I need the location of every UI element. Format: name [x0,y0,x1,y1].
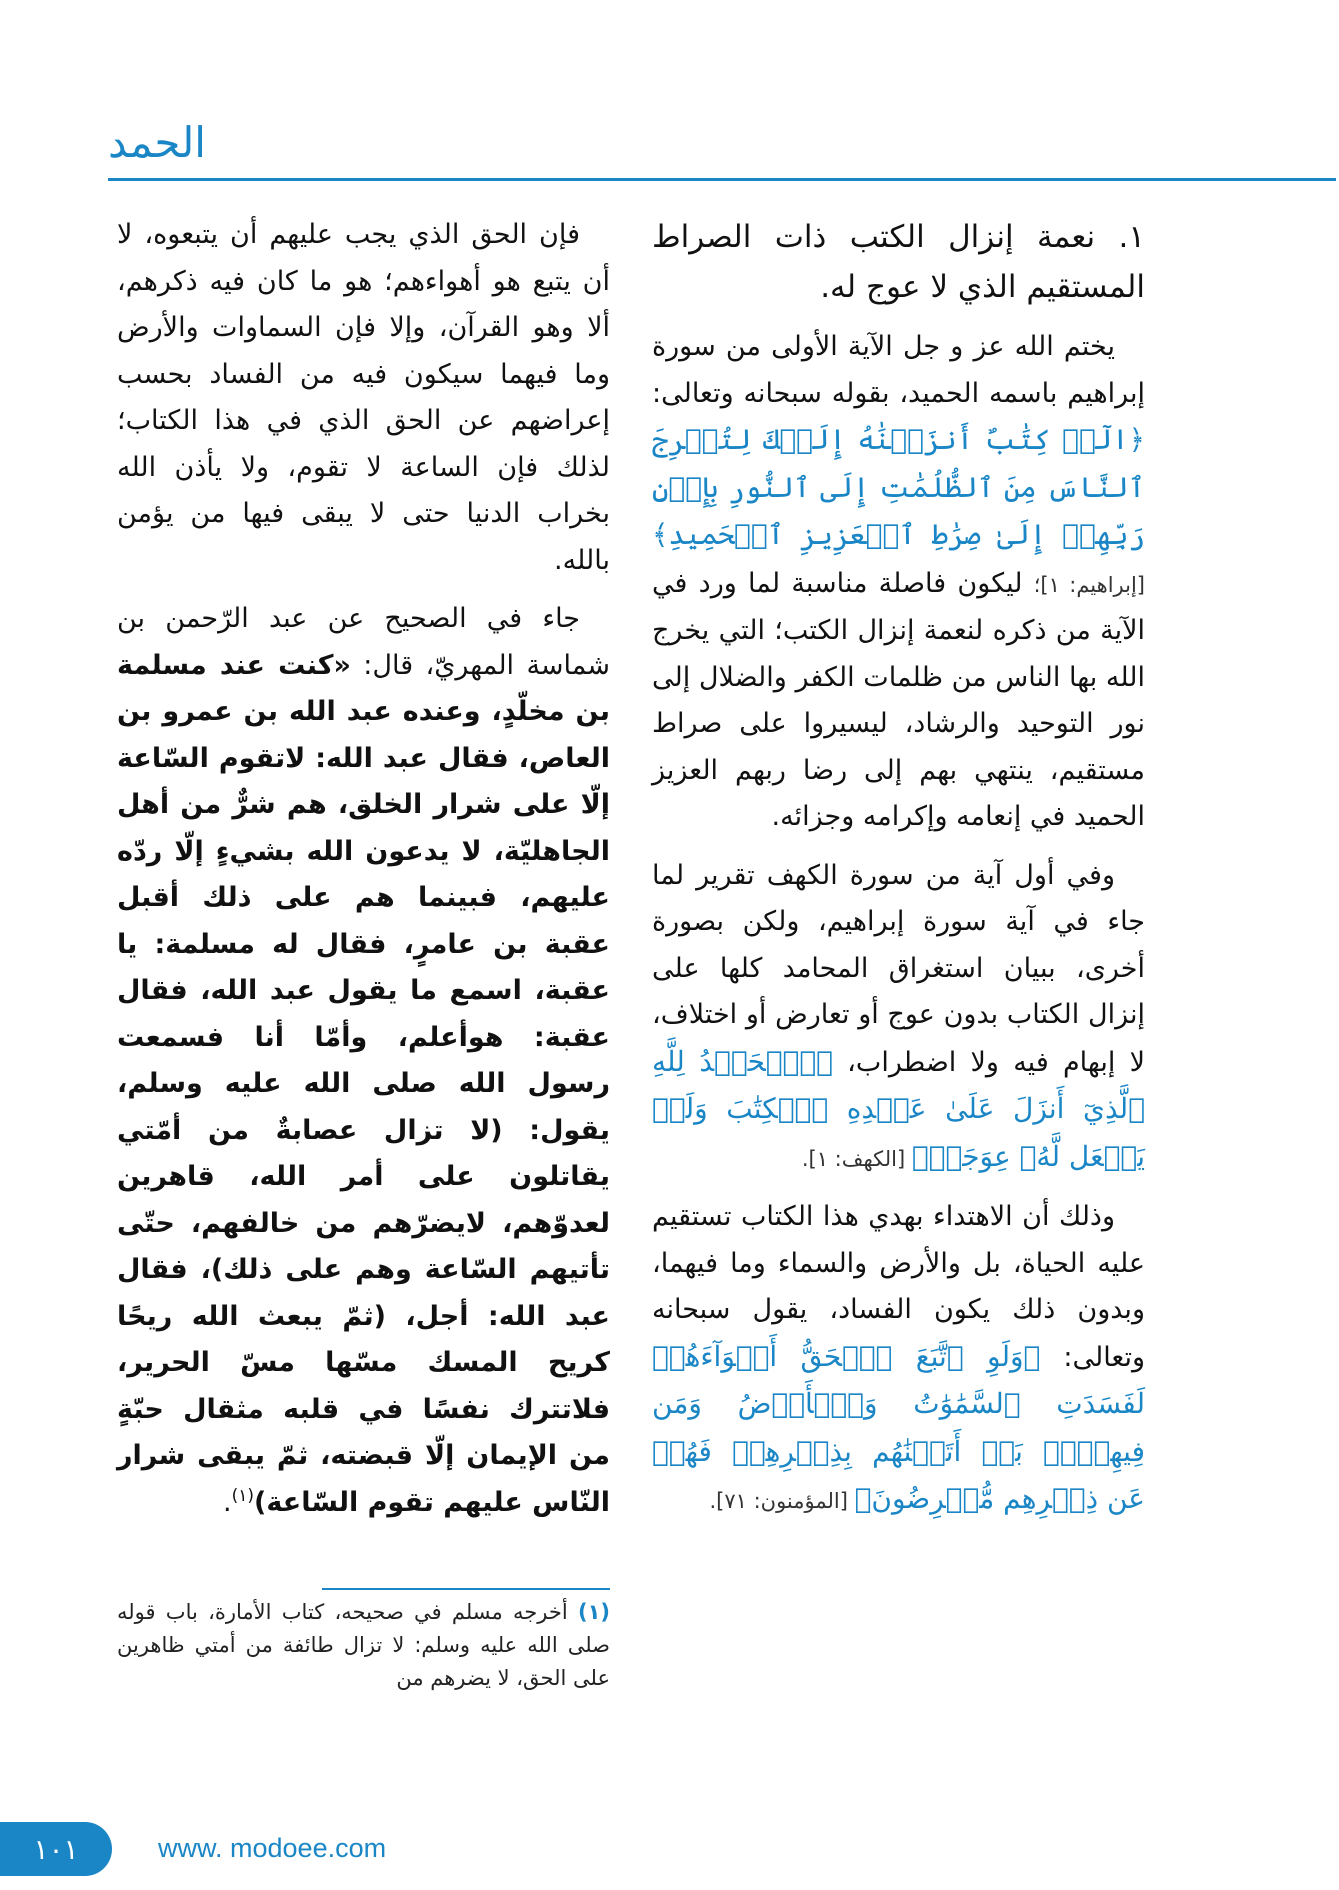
footnote-marker[interactable]: (١) [231,1485,255,1506]
paragraph-1 [652,324,1145,841]
page-number-badge [0,1822,112,1876]
footnote-rule [322,1588,610,1590]
right-column [652,212,1145,1537]
quran-verse-ibrahim: ﴿الٓرۚ كِتَٰبٌ أَنزَلۡنَٰهُ إِلَيۡكَ لِتُخۡرِجَ ٱلنَّاسَ مِنَ ٱلظُّلُمَٰتِ إِلَى ٱلنُّورِ بِإِذۡنِ رَبِّهِمۡ إِلَىٰ صِرَٰطِ ٱلۡعَزِيزِ ٱلۡحَمِيدِ﴾ [652,423,1145,551]
section-heading: ١. نعمة إنزال الكتب ذات الصراط المستقيم الذي لا عوج له. [652,219,1145,305]
paragraph-3 [652,1194,1145,1525]
paragraph-3-text: وذلك أن الاهتداء بهدي هذا الكتاب تستقيم عليه الحياة، بل والأرض والسماء وما فيهما، وبدون ذلك يكون الفساد، يقول سبحانه وتعالى: [652,1201,1145,1373]
paragraph-4: فإن الحق الذي يجب عليهم أن يتبعوه، لا أن يتبع هو أهواءهم؛ هو ما كان فيه ذكرهم، ألا وهو القرآن، وإلا فإن السماوات والأرض وما فيهما سيكون فيه من الفساد بحسب إعراضهم عن الحق الذي في هذا الكتاب؛ لذلك فإن الساعة لا تقوم، ولا يأذن الله بخراب الدنيا حتى لا يبقى فيها من يؤمن بالله. [117,219,610,576]
quran-verse-muminun: ﴿وَلَوِ ٱتَّبَعَ ٱلۡحَقُّ أَهۡوَآءَهُمۡ لَفَسَدَتِ ٱلسَّمَٰوَٰتُ وَٱلۡأَرۡضُ وَمَن فِيهِنَّۚ بَلۡ أَتَيۡنَٰهُم بِذِكۡرِهِمۡ فَهُمۡ عَن ذِكۡرِهِم مُّعۡرِضُونَ﴾ [652,1339,1145,1515]
paragraph-2-text: وفي أول آية من سورة الكهف تقرير لما جاء في آية سورة إبراهيم، ولكن بصورة أخرى، ببيان استغراق المحامد كلها على إنزال الكتاب بدون عوج أو تعارض أو اختلاف، لا إبهام فيه ولا اضطراب، [652,859,1145,1078]
hadith-text: «كنت عند مسلمة بن مخلّدٍ، وعنده عبد الله بن عمرو بن العاص، فقال عبد الله: لاتقوم السّاعة إلّا على شرار الخلق، هم شرٌّ من أهل الجاهليّة، لا يدعون الله بشيءٍ إلّا ردّه عليهم، فبينما هم على ذلك أقبل عقبة بن عامرٍ، فقال له مسلمة: يا عقبة، اسمع ما يقول عبد الله، فقال عقبة: هوأعلم، وأمّا أنا فسمعت رسول الله صلى الله عليه وسلم، يقول: (لا تزال عصابةٌ من أمّتي يقاتلون على أمر الله، قاهرين لعدوّهم، لايضرّهم من خالفهم، حتّى تأتيهم السّاعة وهم على ذلك)، فقال عبد الله: أجل، (ثمّ يبعث الله ريحًا كريح المسك مسّها مسّ الحرير، فلاتترك نفسًا في قلبه مثقال حبّةٍ من الإيمان إلّا قبضته، ثمّ يبقى شرار النّاس عليهم تقوم السّاعة) [117,649,610,1518]
page-number: ١٠١ [33,1832,79,1866]
website-link[interactable]: www. modoee.com [158,1833,387,1863]
paragraph-5-end: . [223,1486,232,1518]
quran-verse-kahf: ﴿ٱلۡحَمۡدُ لِلَّهِ ٱلَّذِيٓ أَنزَلَ عَلَىٰ عَبۡدِهِ ٱلۡكِتَٰبَ وَلَمۡ يَجۡعَل لَّهُۥ عِوَجَاۜ﴾ [652,1044,1145,1173]
verse-reference-muminun: [المؤمنون: ٧١]. [709,1489,855,1513]
footnote-number: (١) [577,1600,610,1624]
paragraph-5-intro: جاء في الصحيح عن عبد الرّحمن بن شماسة المهريّ، قال: [117,603,610,681]
header-rule [108,178,1336,181]
verse-reference-kahf: [الكهف: ١]. [801,1146,912,1171]
footnote-text: أخرجه مسلم في صحيحه، كتاب الأمارة، باب قوله صلى الله عليه وسلم: لا تزال طائفة من أمتي ظاهرين على الحق، لا يضرهم من [117,1600,610,1690]
paragraph-1-rest: ليكون فاصلة مناسبة لما ورد في الآية من ذكره لنعمة إنزال الكتب؛ التي يخرج الله بها الناس من ظلمات الكفر والضلال إلى نور التوحيد والرشاد، ليسيروا على صراط مستقيم، ينتهي بهم إلى رضا ربهم العزيز الحميد في إنعامه وإكرامه وجزائه. [652,567,1145,832]
paragraph-2 [652,853,1145,1183]
paragraph-5 [117,596,610,1526]
paragraph-1-text: يختم الله عز و جل الآية الأولى من سورة إبراهيم باسمه الحميد، بقوله سبحانه وتعالى: [652,331,1145,409]
header-title: الحمد [108,118,206,167]
footnotes [117,1596,610,1695]
footnote-item [117,1596,610,1695]
left-column [117,212,610,1538]
verse-reference-ibrahim: [إبراهيم: ١]؛ [1033,572,1145,597]
